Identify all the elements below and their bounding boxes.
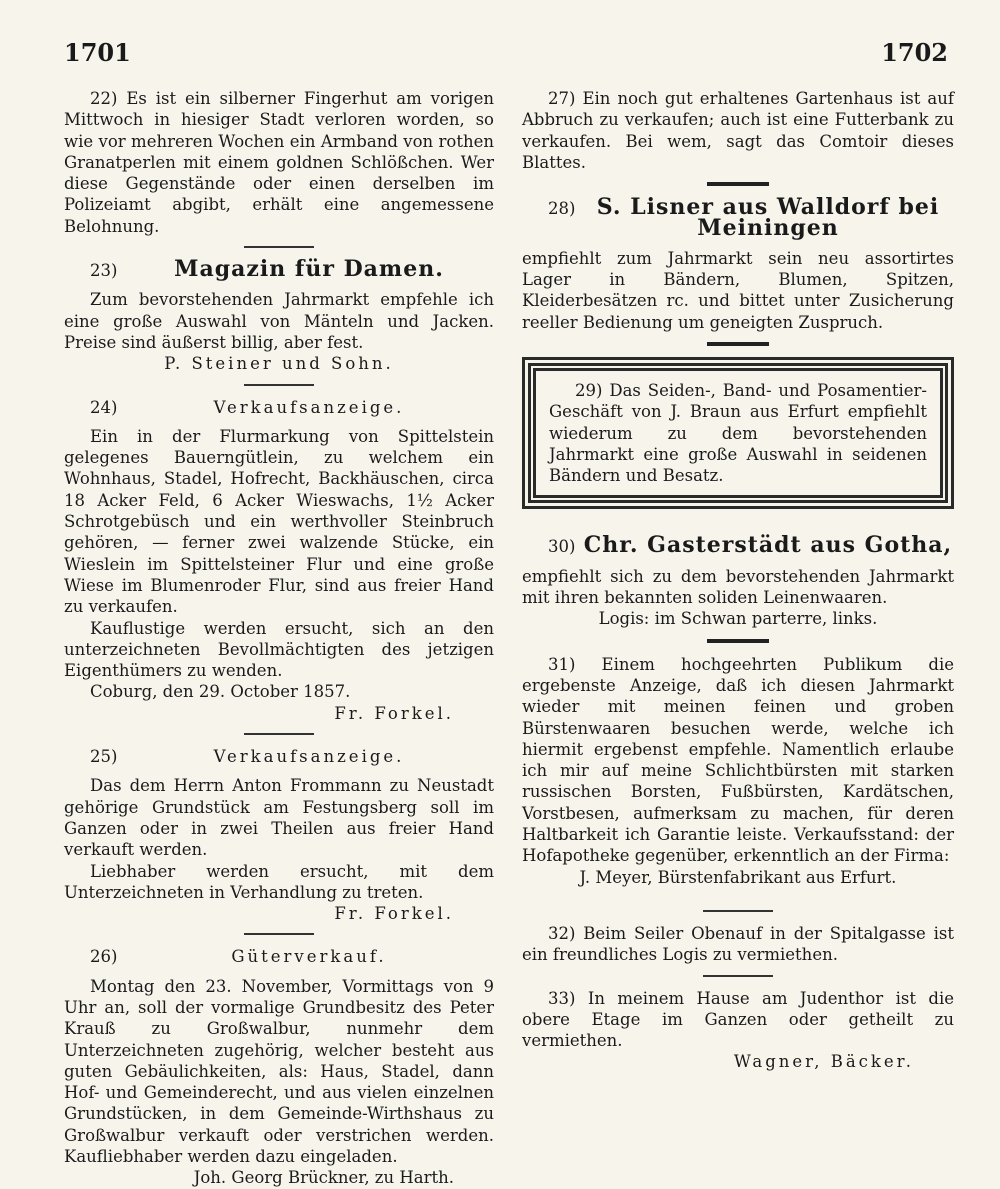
notice-24-body2: Kauflustige werden ersucht, sich an den unterzeichneten Bevollmächtigten des jetzigen Eigenthümers zu wenden. [64, 618, 494, 681]
notice-33-text: 33) In meinem Hause am Judenthor ist die obere Etage im Ganzen oder getheilt zu vermiethen. [522, 988, 954, 1051]
notice-26-body: Montag den 23. November, Vormittags von 9 Uhr an, soll der vormalige Grundbesitz des Peter Krauß zu Großwalbur, nunmehr dem Unterzeichneten zugehörig, welcher besteht aus guten Gebäulichkeiten, als: Haus, Stadel, dann Hof- und Gemeinderecht, und aus vielen einzelnen Grundstücken, in dem Gemeinde-Wirthshaus zu Großwalbur verkauft oder verstrichen werden. Kaufliebhaber werden dazu eingeladen. [64, 976, 494, 1167]
notice-25-body2: Liebhaber werden ersucht, mit dem Unterzeichneten in Verhandlung zu treten. [64, 861, 494, 902]
right-column [522, 88, 954, 1073]
separator [244, 246, 314, 248]
notice-30-lodging: Logis: im Schwan parterre, links. [598, 609, 878, 629]
separator [703, 910, 773, 912]
notice-24-body: Ein in der Flurmarkung von Spittelstein gelegenes Bauerngütlein, zu welchem ein Wohnhaus, Stadel, Hofrecht, Backhäuschen, circa 18 Acker Feld, 6 Acker Wieswachs, 1½ Acker Schrotgebüsch und ein werthvoller Steinbruch gehören, — ferner zwei walzende Stücke, ein Wieslein im Spittelsteiner Flur und eine große Wiese im Blumenroder Flur, sind aus freier Hand zu verkaufen. [64, 426, 494, 617]
notice-number: 25) [90, 747, 118, 767]
notice-26-heading [64, 946, 494, 967]
separator [707, 639, 769, 643]
notice-25-heading [64, 746, 494, 767]
notice-24-heading [64, 397, 494, 418]
notice-25-signature: Fr. Forkel. [334, 904, 454, 924]
notice-title: Verkaufsanzeige. [213, 747, 405, 767]
notice-23-signature: P. Steiner und Sohn. [164, 354, 394, 374]
separator [244, 733, 314, 735]
notice-23-heading [64, 256, 494, 283]
page-number-left: 1701 [64, 38, 131, 67]
notice-31-signature: J. Meyer, Bürstenfabrikant aus Erfurt. [579, 867, 897, 887]
separator [244, 933, 314, 935]
notice-30-heading [522, 532, 954, 559]
notice-24-date: Coburg, den 29. October 1857. [90, 682, 351, 702]
notice-29-text: 29) Das Seiden-, Band- und Posamentier-Geschäft von J. Braun aus Erfurt empfiehlt wiederum zu dem bevorstehenden Jahrmarkt eine große Auswahl in seidenen Bändern und Besatz. [549, 380, 927, 486]
notice-title: S. Lisner aus Walldorf bei Meiningen [596, 194, 940, 242]
separator [703, 975, 773, 977]
notice-number: 28) [548, 199, 576, 219]
notice-26-signature: Joh. Georg Brückner, zu Harth. [193, 1168, 454, 1188]
notice-title: Verkaufsanzeige. [213, 397, 405, 417]
separator [707, 342, 769, 346]
notice-title: Chr. Gasterstädt aus Gotha, [583, 532, 953, 559]
notice-title: Magazin für Damen. [174, 256, 444, 283]
notice-22-text: 22) Es ist ein silberner Fingerhut am vorigen Mittwoch in hiesiger Stadt verloren worden, so wie vor mehreren Wochen ein Armband von rothen Granatperlen mit einem goldnen Schlößchen. Wer diese Gegenstände oder einen derselben im Polizeiamt abgibt, erhält eine angemessene Belohnung. [64, 89, 494, 236]
separator [707, 182, 769, 186]
left-column [64, 88, 494, 1189]
notice-number: 24) [90, 397, 118, 417]
notice-24-signature: Fr. Forkel. [334, 703, 454, 723]
notice-30-body: empfiehlt sich zu dem bevorstehenden Jahrmarkt mit ihren bekannten soliden Leinenwaaren. [522, 566, 954, 608]
page-number-right: 1702 [881, 38, 948, 67]
notice-number: 26) [90, 947, 118, 967]
notice-25-body: Das dem Herrn Anton Frommann zu Neustadt gehörige Grundstück am Festungsberg soll im Ganzen oder in zwei Theilen aus freier Hand verkauft werden. [64, 776, 494, 860]
notice-27-text: 27) Ein noch gut erhaltenes Gartenhaus ist auf Abbruch zu verkaufen; auch ist eine Futterbank zu verkaufen. Bei wem, sagt das Comtoir dieses Blattes. [522, 89, 954, 172]
notice-29-frame [522, 357, 954, 509]
notice-33-signature: Wagner, Bäcker. [733, 1052, 914, 1072]
notice-23-body: Zum bevorstehenden Jahrmarkt empfehle ich eine große Auswahl von Mänteln und Jacken. Preise sind äußerst billig, aber fest. [64, 290, 494, 352]
notice-28-body: empfiehlt zum Jahrmarkt sein neu assortirtes Lager in Bändern, Blumen, Spitzen, Kleiderbesätzen rc. und bittet unter Zusicherung reeller Bedienung um geneigten Zuspruch. [522, 248, 954, 332]
separator [244, 384, 314, 386]
notice-number: 30) [548, 537, 576, 557]
notice-31-text: 31) Einem hochgeehrten Publikum die ergebenste Anzeige, daß ich diesen Jahrmarkt wieder mit meinen feinen und groben Bürstenwaaren besuchen werde, welche ich hiermit ergebenst empfehle. Namentlich erlaube ich mir auf meine Schlichtbürsten mit starken russischen Borsten, Fußbürsten, Kardätschen, Vorstbesen, aufmerksam zu machen, für deren Haltbarkeit ich Garantie leiste. Verkaufsstand: der Hofapotheke gegenüber, erkenntlich an der Firma: [522, 654, 954, 866]
notice-32-text: 32) Beim Seiler Obenauf in der Spitalgasse ist ein freundliches Logis zu vermiethen. [522, 923, 954, 965]
notice-title: Güterverkauf. [231, 947, 387, 967]
notice-number: 23) [90, 261, 118, 281]
notice-28-heading [522, 194, 954, 242]
